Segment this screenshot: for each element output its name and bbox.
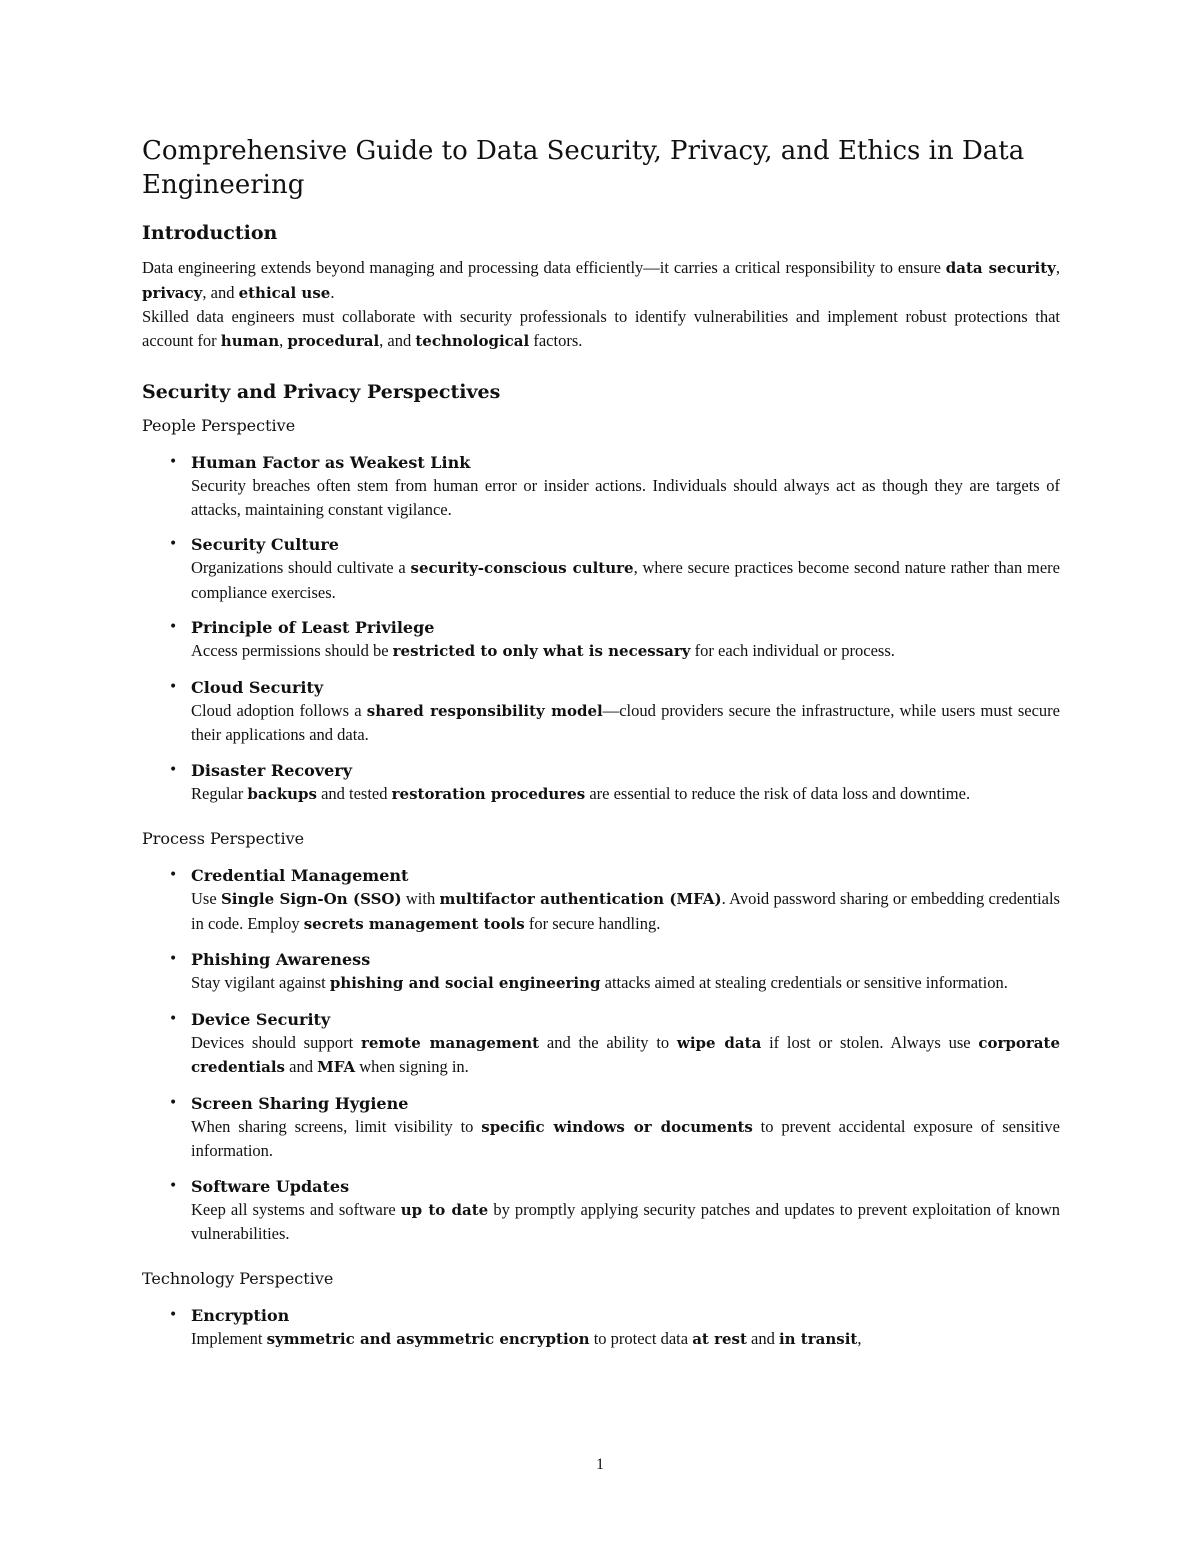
page-number: 1 bbox=[596, 1456, 604, 1473]
text-run: to protect data bbox=[589, 1328, 693, 1348]
item-body bbox=[191, 699, 1060, 747]
emphasis: procedural bbox=[287, 331, 380, 350]
item-body bbox=[191, 1198, 1060, 1246]
emphasis: specific windows or documents bbox=[481, 1117, 753, 1136]
intro-paragraph-1 bbox=[142, 256, 1060, 305]
emphasis: in transit bbox=[778, 1329, 858, 1348]
bullet-icon: • bbox=[169, 1094, 178, 1111]
text-run: , bbox=[1055, 258, 1060, 277]
technology-heading: Technology Perspective bbox=[142, 1268, 334, 1288]
emphasis: shared responsibility model bbox=[366, 701, 603, 720]
text-run: Use bbox=[191, 889, 221, 908]
emphasis: technological bbox=[415, 331, 530, 350]
text-run: . bbox=[330, 282, 335, 302]
emphasis: MFA bbox=[317, 1058, 356, 1076]
emphasis: symmetric and asymmetric encryption bbox=[266, 1329, 590, 1348]
emphasis: multifactor authentication (MFA) bbox=[439, 890, 722, 908]
emphasis: privacy bbox=[142, 283, 203, 302]
text-run: Cloud adoption follows a bbox=[191, 700, 367, 720]
emphasis: corporate credentials bbox=[191, 1033, 1060, 1076]
emphasis: secrets management tools bbox=[303, 914, 525, 933]
text-run: , bbox=[279, 330, 288, 350]
emphasis: data security bbox=[945, 259, 1056, 277]
item-title: Security Culture bbox=[191, 535, 339, 554]
bullet-icon: • bbox=[169, 761, 178, 778]
bullet-icon: • bbox=[169, 1306, 178, 1323]
emphasis: restricted to only what is necessary bbox=[392, 642, 691, 660]
people-list bbox=[142, 451, 1060, 806]
text-run: factors. bbox=[529, 330, 583, 350]
emphasis: human bbox=[220, 331, 280, 350]
process-list bbox=[142, 864, 1060, 1246]
text-run: —cloud providers secure the infrastructure, while users must secure their applications and data. bbox=[191, 700, 1060, 744]
emphasis: remote management bbox=[360, 1033, 540, 1052]
text-run: Implement bbox=[191, 1328, 267, 1348]
list-item bbox=[142, 533, 1060, 604]
section-heading: Security and Privacy Perspectives bbox=[142, 381, 501, 403]
item-title: Cloud Security bbox=[191, 677, 324, 697]
emphasis: up to date bbox=[400, 1200, 489, 1219]
document-title: Comprehensive Guide to Data Security, Privacy, and Ethics in Data Engineering bbox=[142, 136, 1025, 200]
text-run: Regular bbox=[191, 783, 248, 803]
bullet-icon: • bbox=[169, 678, 178, 695]
bullet-icon: • bbox=[169, 454, 178, 470]
list-item bbox=[142, 864, 1060, 936]
text-run: attacks aimed at stealing credentials or sensitive information. bbox=[600, 973, 1008, 992]
item-title: Encryption bbox=[191, 1305, 290, 1325]
text-run: Keep all systems and software bbox=[191, 1199, 401, 1219]
item-body bbox=[191, 1115, 1060, 1163]
text-run: . Avoid password sharing or embedding credentials in code. Employ bbox=[191, 889, 1060, 933]
emphasis: at rest bbox=[692, 1329, 747, 1348]
text-run: and the ability to bbox=[539, 1032, 677, 1052]
bullet-icon: • bbox=[169, 619, 178, 635]
bullet-icon: • bbox=[169, 951, 178, 967]
process-heading: Process Perspective bbox=[142, 829, 305, 848]
text-run: Stay vigilant against bbox=[191, 973, 330, 992]
text-run: , where secure practices become second nature rather than mere compliance exercises. bbox=[191, 558, 1060, 602]
item-body bbox=[191, 782, 1060, 807]
text-run: if lost or stolen. Always use bbox=[761, 1032, 979, 1052]
emphasis: restoration procedures bbox=[391, 784, 586, 803]
item-title: Credential Management bbox=[191, 866, 409, 885]
item-body bbox=[191, 1327, 1060, 1352]
item-body bbox=[191, 887, 1060, 936]
text-run: and bbox=[285, 1057, 318, 1076]
text-run: , and bbox=[202, 282, 239, 302]
list-item bbox=[142, 616, 1060, 664]
emphasis: ethical use bbox=[238, 283, 331, 302]
text-run: for secure handling. bbox=[524, 913, 661, 933]
item-title: Human Factor as Weakest Link bbox=[191, 453, 471, 472]
intro-heading: Introduction bbox=[142, 222, 278, 244]
text-run: Organizations should cultivate a bbox=[191, 558, 411, 577]
list-item bbox=[142, 948, 1060, 996]
item-body bbox=[191, 1031, 1060, 1080]
item-title: Phishing Awareness bbox=[191, 950, 371, 969]
text-run: to prevent accidental exposure of sensitive information. bbox=[191, 1116, 1061, 1160]
text-run: for each individual or process. bbox=[690, 641, 895, 660]
item-title: Principle of Least Privilege bbox=[191, 618, 435, 637]
text-run: , and bbox=[379, 330, 416, 350]
text-run: When sharing screens, limit visibility to bbox=[191, 1116, 482, 1136]
text-run: by promptly applying security patches and updates to prevent exploitation of known vulnerabilities. bbox=[191, 1199, 1061, 1243]
emphasis: wipe data bbox=[676, 1033, 762, 1052]
bullet-icon: • bbox=[169, 1177, 178, 1194]
item-body bbox=[191, 971, 1060, 996]
list-item bbox=[142, 676, 1060, 747]
item-title: Disaster Recovery bbox=[191, 760, 352, 780]
list-item bbox=[142, 759, 1060, 807]
intro-paragraph-2 bbox=[142, 305, 1060, 353]
list-item bbox=[142, 1092, 1060, 1163]
item-body bbox=[191, 639, 1060, 664]
list-item bbox=[142, 1304, 1060, 1352]
item-title: Software Updates bbox=[191, 1176, 350, 1196]
text-run: and bbox=[746, 1328, 779, 1348]
text-run: Access permissions should be bbox=[191, 641, 393, 660]
text-run: are essential to reduce the risk of data loss and downtime. bbox=[585, 783, 971, 803]
item-title: Device Security bbox=[191, 1009, 331, 1029]
bullet-icon: • bbox=[169, 867, 178, 883]
text-run: Skilled data engineers must collaborate with security professionals to identify vulnerabilities and implement robust protections that account for bbox=[142, 307, 1060, 350]
item-title: Screen Sharing Hygiene bbox=[191, 1093, 409, 1113]
list-item bbox=[142, 1008, 1060, 1080]
technology-list bbox=[142, 1304, 1060, 1352]
text-run: and tested bbox=[316, 783, 392, 803]
emphasis: backups bbox=[247, 784, 317, 803]
text-run: when signing in. bbox=[355, 1057, 469, 1076]
people-heading: People Perspective bbox=[142, 416, 296, 435]
document-page bbox=[142, 134, 1060, 1363]
list-item bbox=[142, 1175, 1060, 1246]
item-body: Security breaches often stem from human error or insider actions. Individuals should always act as though they are targets of attacks, maintaining constant vigilance. bbox=[191, 476, 1060, 519]
emphasis: Single Sign-On (SSO) bbox=[220, 890, 402, 908]
text-run: , bbox=[857, 1328, 862, 1348]
emphasis: phishing and social engineering bbox=[329, 974, 601, 992]
bullet-icon: • bbox=[169, 1010, 178, 1027]
text-run: Data engineering extends beyond managing and processing data efficiently—it carries a critical responsibility to ensure bbox=[142, 258, 946, 277]
list-item bbox=[142, 451, 1060, 521]
item-body bbox=[191, 556, 1060, 604]
emphasis: security-conscious culture bbox=[410, 559, 634, 577]
text-run: with bbox=[401, 889, 440, 908]
bullet-icon: • bbox=[169, 536, 178, 552]
text-run: Devices should support bbox=[191, 1032, 361, 1052]
